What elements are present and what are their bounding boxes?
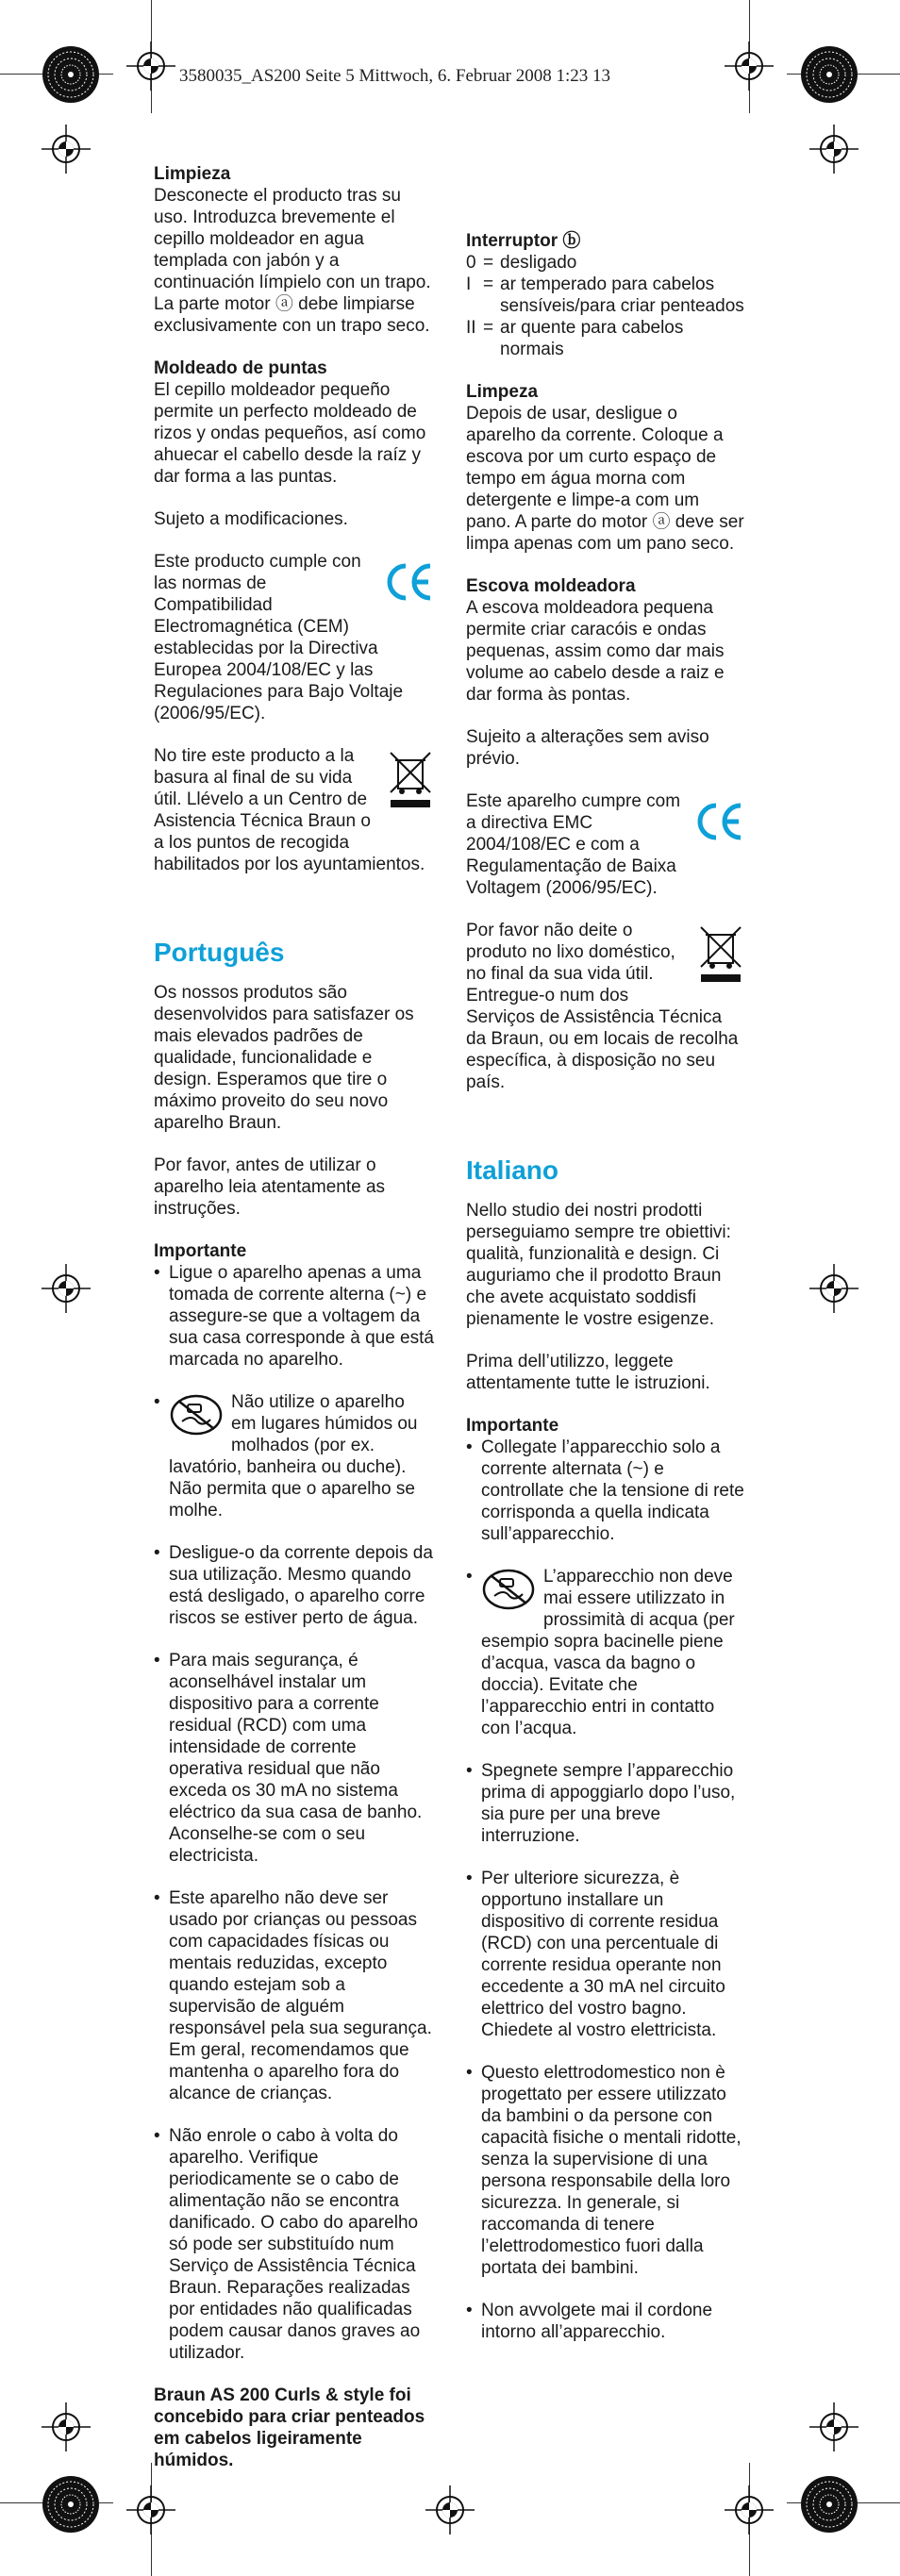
section-title: Limpieza [154, 164, 231, 184]
es-bin-paragraph: No tire este producto a la basura al final de su vida útil. Llévelo a un Centro de Asistencia Técnica Braun o a los puntos de recogida habilitados por los ayuntamientos. [154, 745, 434, 875]
reel-mark-top-left [38, 42, 104, 108]
es-ce-paragraph: Este producto cumple con las normas de Compatibilidad Electromagnética (CEM) establecidas por la Directiva Europea 2004/108/EC y las Regulaciones para Bajo Voltaje (2006/95/EC). [154, 551, 434, 724]
list-item: • Não utilize o aparelho em lugares húmidos ou molhados (por ex. lavatório, banheira ou duche). Não permita que o aparelho se molhe. [154, 1391, 434, 1521]
crossed-bin-icon [697, 923, 744, 986]
list-item: • Ligue o aparelho apenas a uma tomada de corrente alterna (~) e assegure-se que a voltagem da sua casa corresponde à que está marcada no aparelho. [154, 1262, 434, 1371]
paragraph: Prima dell’utilizzo, leggete attentamente tutte le istruzioni. [466, 1352, 710, 1393]
crossed-bin-icon [387, 749, 434, 811]
section-title: Importante [466, 1416, 559, 1436]
list-item: • L’apparecchio non deve mai essere utilizzato in prossimità di acqua (per esempio sopra bacinelle piene d’acqua, vasca da bagno o doccia). Evitate che l’apparecchio entri in contatto con l’acqua. [466, 1566, 744, 1739]
reel-mark-bottom-right [796, 2471, 862, 2537]
pt-limpeza: Limpeza Depois de usar, desligue o aparelho da corrente. Coloque a escova por um curto espaço de tempo em água morna com detergente e limpe-a com um pano. A parte do motor ⓐ deve ser limpa apenas com um pano seco. [466, 382, 744, 554]
pt-ce-paragraph: Este aparelho cumpre com a directiva EMC 2004/108/EC e com a Regulamentação de Baixa Voltagem (2006/95/EC). [466, 790, 744, 899]
switch-row: 0 = desligado [466, 253, 577, 273]
switch-row: II = ar quente para cabelos normais [466, 318, 684, 359]
registration-target-icon [806, 121, 862, 177]
pt-escova: Escova moldeadora A escova moldeadora pequena permite criar caracóis e ondas pequenas, assim como dar mais volume ao cabelo desde a raiz e dar forma às pontas. [466, 575, 744, 706]
paragraph: Sujeito a alterações sem aviso prévio. [466, 727, 709, 769]
paragraph: El cepillo moldeador pequeño permite un perfecto moldeado de rizos y ondas pequeños, así como ahuecar el cabello desde la raíz y dar forma a las puntas. [154, 380, 426, 487]
switch-settings [466, 252, 744, 360]
registration-target-icon [38, 2399, 94, 2455]
list-item: • Não enrole o cabo à volta do aparelho. Verifique periodicamente se o cabo de alimentação não se encontra danificado. O cabo do aparelho só pode ser substituído num Serviço de Assistência Técnica Braun. Reparações realizadas por entidades não qualificadas podem causar danos graves ao utilizador. [154, 2125, 434, 2364]
registration-target-icon [806, 2399, 862, 2455]
paragraph: Nello studio dei nostri prodotti perseguiamo sempre tre obiettivi: qualità, funzionalità e design. Ci auguriamo che il prodotto Braun che avete acquistato soddisfi pienamente le vostre esigenze. [466, 1201, 731, 1329]
paragraph: Braun AS 200 Curls & style foi concebido para criar penteados em cabelos ligeiramente húmidos. [154, 2385, 425, 2470]
no-water-icon [169, 1393, 224, 1437]
registration-target-icon [123, 38, 179, 94]
reel-mark-bottom-left [38, 2471, 104, 2537]
paragraph: Desconecte el producto tras su uso. Introduzca brevemente el cepillo moldeador en agua templada con jabón y a continuación límpielo con un trapo. La parte motor ⓐ debe limpiarse exclusivamente con un trapo seco. [154, 186, 431, 336]
registration-target-icon [721, 38, 777, 94]
registration-target-icon [38, 121, 94, 177]
print-header: 3580035_AS200 Seite 5 Mittwoch, 6. Februar 2008 1:23 13 [179, 66, 611, 86]
right-column [466, 230, 744, 2364]
ce-mark-icon [383, 560, 434, 604]
left-column [154, 163, 434, 2492]
list-item: • Per ulteriore sicurezza, è opportuno installare un dispositivo di corrente residua (RCD) con una percentuale di corrente residua operante non eccedente a 30 mA nel circuito elettrico del vostro bagno. Chiedete al vostro elettricista. [466, 1868, 744, 2041]
list-item: • Spegnete sempre l’apparecchio prima di appoggiarlo dopo l’uso, sia pure per una breve interruzione. [466, 1760, 744, 1847]
registration-target-icon [721, 2482, 777, 2538]
list-item: • Desligue-o da corrente depois da sua utilização. Mesmo quando está desligado, o aparelho corre riscos se estiver perto de água. [154, 1542, 434, 1629]
registration-target-icon [38, 1260, 94, 1317]
switch-row: I = ar temperado para cabelos sensíveis/para criar penteados [466, 274, 744, 316]
section-title: Interruptor ⓑ [466, 231, 581, 251]
section-title: Limpeza [466, 382, 539, 402]
section-heading-portugues: Português [154, 938, 285, 967]
list-item: • Non avvolgete mai il cordone intorno all’apparecchio. [466, 2300, 744, 2343]
no-water-icon [481, 1568, 536, 1611]
section-title: Importante [154, 1241, 247, 1261]
list-item: • Este aparelho não deve ser usado por crianças ou pessoas com capacidades físicas ou mentais reduzidas, excepto quando estejam sob a supervisão de alguém responsável pela sua segurança. Em geral, recomendamos que mantenha o aparelho fora do alcance de crianças. [154, 1887, 434, 2104]
list-item: • Collegate l’apparecchio solo a corrente alternata (~) e controllate che la tensione di rete corrisponda a quella indicata sull’apparecchio. [466, 1437, 744, 1545]
es-limpieza [154, 163, 434, 337]
ce-mark-icon [693, 800, 744, 843]
list-item: • Para mais segurança, é aconselhável instalar um dispositivo para a corrente residual (RCD) com uma intensidade de corrente operativa residual que não exceda os 30 mA no sistema eléctrico da sua casa de banho. Aconselhe-se com o seu electricista. [154, 1650, 434, 1867]
paragraph: Os nossos produtos são desenvolvidos para satisfazer os mais elevados padrões de qualidade, funcionalidade e design. Esperamos que tire o máximo proveito do seu novo aparelho Braun. [154, 983, 414, 1133]
list-item: • Questo elettrodomestico non è progettato per essere utilizzato da bambini o da persone con capacità fisiche o mentali ridotte, senza la supervisione di una persona responsabile della loro sicurezza. In generale, si raccomanda di tenere l’elettrodomestico fuori dalla portata dei bambini. [466, 2062, 744, 2279]
section-title: Escova moldeadora [466, 576, 636, 596]
registration-target-icon [806, 1260, 862, 1317]
paragraph: Por favor, antes de utilizar o aparelho leia atentamente as instruções. [154, 1155, 386, 1219]
es-moldeado [154, 357, 434, 488]
section-title: Moldeado de puntas [154, 358, 327, 378]
pt-bin-paragraph: Por favor não deite o produto no lixo doméstico, no final da sua vida útil. Entregue-o num dos Serviços de Assistência Técnica da Braun, ou em locais de recolha específica, à disposição no seu país. [466, 920, 744, 1093]
es-sujeto: Sujeto a modificaciones. [154, 509, 348, 529]
section-heading-italiano: Italiano [466, 1155, 559, 1185]
reel-mark-top-right [796, 42, 862, 108]
